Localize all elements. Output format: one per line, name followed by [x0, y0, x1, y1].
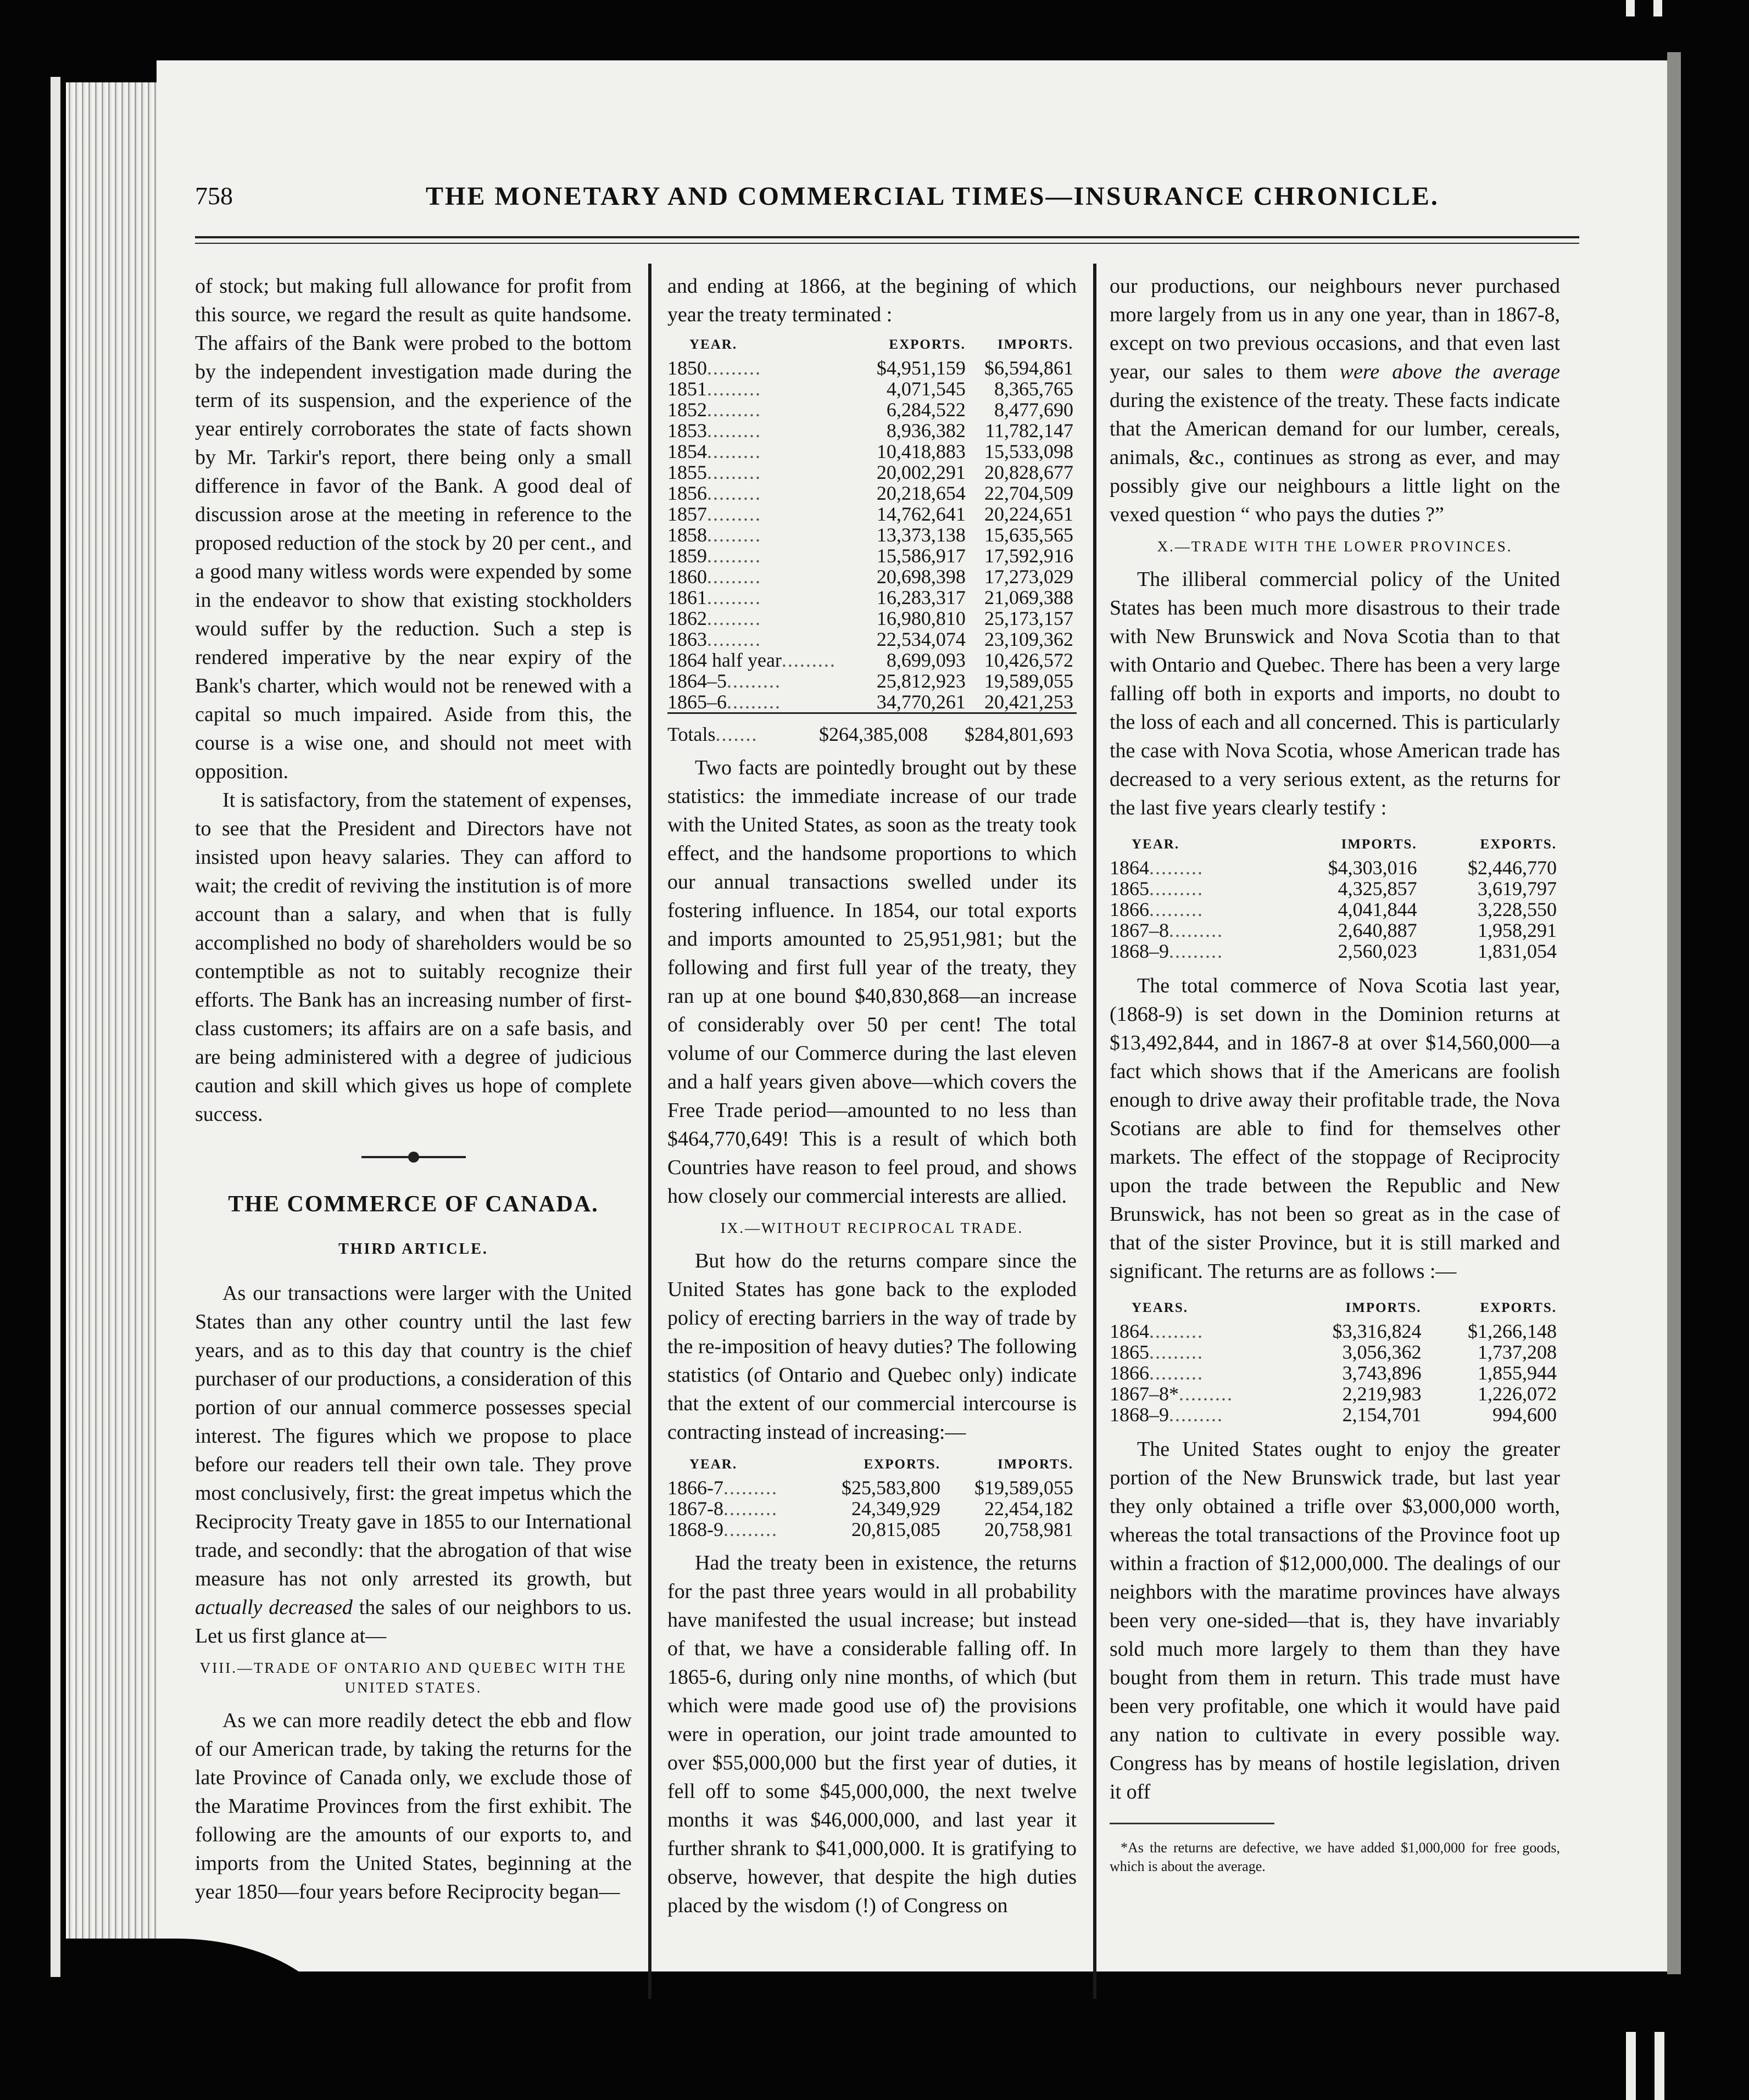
cell-year: 1852......... — [667, 399, 761, 421]
book-edge-left — [51, 77, 60, 1977]
table-row — [667, 566, 1077, 587]
table-row — [667, 462, 1077, 483]
cell-value-2: 1,855,944 — [1478, 1362, 1557, 1384]
cell-value-1: 25,812,923 — [876, 670, 966, 692]
cell-year: 1868–9......... — [1110, 940, 1223, 962]
cell-year: 1862......... — [667, 607, 761, 629]
cell-year: 1853......... — [667, 420, 761, 442]
cell-value-1: 14,762,641 — [876, 503, 966, 525]
cell-year: 1867–8*......... — [1110, 1383, 1233, 1405]
cell-value-2: 19,589,055 — [984, 670, 1073, 692]
cell-value-1: 4,071,545 — [886, 378, 966, 400]
scan-edge-mark — [1655, 2032, 1664, 2100]
cell-year: 1867-8......... — [667, 1498, 778, 1520]
us-trade-table-1850-1866 — [667, 334, 1077, 712]
cell-value-1: $4,951,159 — [876, 357, 966, 379]
cell-value-1: 2,154,701 — [1342, 1404, 1422, 1426]
cell-value-1: 15,586,917 — [876, 545, 966, 567]
cell-value-1: $4,303,016 — [1328, 857, 1417, 879]
footnote: *As the returns are defective, we have added $1,000,000 for free goods, which is about the average. — [1110, 1840, 1560, 1874]
article-title: THE COMMERCE OF CANADA. — [228, 1192, 599, 1217]
paragraph: The total commerce of Nova Scotia last year, (1868-9) is set down in the Dominion returns at $13,492,844, and in 1867-8 at over $14,560,000—a fact which shows that if the Americans are foolish enough to drive away their profitable trade, the Nova Scotians are able to find for themselves other markets. The effect of the stoppage of Reciprocity upon the trade between the Republic and New Brunswick, has not been so great as in the case of that of the sister Province, but it is still marked and significant. The returns are as follows :— — [1110, 974, 1560, 1283]
table-row — [1110, 878, 1560, 899]
header-rule — [195, 236, 1579, 238]
section-subheading: X.—TRADE WITH THE LOWER PROVINCES. — [1157, 538, 1513, 555]
cell-year: 1851......... — [667, 378, 761, 400]
table-row — [1110, 857, 1560, 878]
cell-value-1: 2,640,887 — [1338, 919, 1417, 941]
section-divider — [361, 1156, 466, 1158]
cell-year: 1863......... — [667, 628, 761, 650]
table-row — [667, 608, 1077, 629]
header-rule-double — [195, 243, 1579, 244]
table-row — [667, 587, 1077, 608]
cell-value-1: 3,056,362 — [1342, 1341, 1422, 1363]
table-row — [667, 1477, 1077, 1498]
article-subtitle: THIRD ARTICLE. — [338, 1241, 488, 1258]
cell-value-2: 3,228,550 — [1478, 898, 1557, 920]
paragraph: The illiberal commercial policy of the United States has been much more disastrous to their trade with New Brunswick and Nova Scotia than to that with Ontario and Quebec. There has been a very large falling off both in exports and imports, no doubt to the loss of each and all concerned. This is particularly the case with Nova Scotia, whose American trade has decreased to a very serious extent, as the returns for the last five years clearly testify : — [1110, 568, 1560, 819]
col-header-imports: IMPORTS. — [997, 337, 1073, 352]
table-row — [1110, 1404, 1560, 1425]
scan-edge-mark — [1626, 0, 1635, 16]
table-row — [1110, 941, 1560, 962]
col-header-exports: EXPORTS. — [1480, 837, 1557, 852]
cell-value-1: 4,325,857 — [1338, 878, 1417, 900]
cell-value-1: 4,041,844 — [1338, 898, 1417, 920]
section-subheading: VIII.—TRADE OF ONTARIO AND QUEBEC WITH THE UNITED STATES. — [199, 1660, 627, 1696]
cell-value-1: 22,534,074 — [876, 628, 966, 650]
table-row — [667, 691, 1077, 712]
col-header-exports: EXPORTS. — [864, 1457, 940, 1472]
footnote-rule — [1110, 1823, 1274, 1824]
cell-value-1: 6,284,522 — [886, 399, 966, 421]
table-row — [1110, 1362, 1560, 1383]
cell-value-1: 8,699,093 — [886, 649, 966, 671]
table-row — [1110, 920, 1560, 941]
cell-year: 1865–6......... — [667, 691, 781, 713]
cell-value-1: $25,583,800 — [841, 1477, 940, 1499]
totals-imports: $284,801,693 — [931, 713, 1077, 745]
us-trade-totals — [667, 712, 1077, 745]
column-rule-2 — [1093, 264, 1096, 1999]
cell-value-1: 8,936,382 — [886, 420, 966, 442]
cell-value-1: 20,002,291 — [876, 461, 966, 483]
column-3 — [1110, 272, 1560, 1876]
table-row — [1110, 1321, 1560, 1342]
paragraph: But how do the returns compare since the United States has gone back to the exploded policy of erecting barriers in the way of trade by the re-imposition of heavy duties? The following statistics (of Ontario and Quebec only) indicate that the extent of our commercial intercourse is contracting instead of increasing:— — [667, 1249, 1077, 1444]
book-fore-edge — [66, 82, 157, 1966]
cell-year: 1856......... — [667, 482, 761, 504]
table-row — [667, 399, 1077, 420]
cell-year: 1865......... — [1110, 878, 1204, 900]
col-header-exports: EXPORTS. — [889, 337, 966, 352]
nova-scotia-trade-table — [1110, 834, 1560, 962]
cell-year: 1864......... — [1110, 857, 1204, 879]
cell-year: 1864......... — [1110, 1320, 1204, 1342]
page-number: 758 — [195, 182, 233, 210]
table-row — [1110, 899, 1560, 920]
column-rule-1 — [648, 264, 651, 1999]
cell-value-2: 15,635,565 — [984, 524, 1073, 546]
cell-value-2: 20,224,651 — [984, 503, 1073, 525]
cell-value-1: 16,283,317 — [876, 587, 966, 608]
table-row — [667, 420, 1077, 441]
cell-value-2: 1,958,291 — [1478, 919, 1557, 941]
totals-exports: $264,385,008 — [786, 713, 931, 745]
cell-year: 1866......... — [1110, 898, 1204, 920]
cell-year: 1857......... — [667, 503, 761, 525]
scan-edge-mark — [1653, 0, 1662, 16]
table-row — [1110, 1342, 1560, 1362]
paragraph: It is satisfactory, from the statement of expenses, to see that the President and Directors have not insisted upon heavy salaries. They can afford to wait; the credit of reviving the institution is of more account than a salary, and when that is fully accomplished no body of shareholders would be so contemptible as not to suitably recognize their efforts. The Bank has an increasing number of first-class customers; its affairs are on a safe basis, and are being administered with a degree of judicious caution and skill which gives us hope of complete success. — [195, 789, 632, 1126]
cell-value-2: 1,831,054 — [1478, 940, 1557, 962]
cell-value-1: 20,815,085 — [851, 1518, 940, 1540]
cell-value-2: 20,421,253 — [984, 691, 1073, 713]
table-row — [667, 1498, 1077, 1519]
cell-year: 1866-7......... — [667, 1477, 778, 1499]
cell-year: 1866......... — [1110, 1362, 1204, 1384]
new-brunswick-trade-table — [1110, 1298, 1560, 1425]
paragraph: Had the treaty been in existence, the returns for the past three years would in all probability have manifested the usual increase; but instead of that, we have a considerable falling off. In 1865-6, during only nine months, of which (but which were made good use of) the provisions were in operation, our joint trade amounted to over $55,000,000 but the first year of duties, it fell off to some $45,000,000, the next twelve months it was $46,000,000, and last year it further shrank to $41,000,000. It is gratifying to observe, however, that despite the high duties placed by the wisdom (!) of Congress on — [667, 1551, 1077, 1917]
cell-value-2: $6,594,861 — [984, 357, 1073, 379]
table-row — [667, 545, 1077, 566]
cell-value-1: 24,349,929 — [851, 1498, 940, 1520]
cell-value-1: 34,770,261 — [876, 691, 966, 713]
cell-value-1: 10,418,883 — [876, 440, 966, 462]
cell-value-2: 22,704,509 — [984, 482, 1073, 504]
col-header-year: YEAR. — [1132, 837, 1180, 852]
cell-value-2: $19,589,055 — [974, 1477, 1073, 1499]
cell-value-2: 994,600 — [1492, 1404, 1557, 1426]
cell-value-2: 15,533,098 — [984, 440, 1073, 462]
table-row — [667, 358, 1077, 378]
cell-value-2: 3,619,797 — [1478, 878, 1557, 900]
emphasis-text: actually decreased — [195, 1596, 353, 1619]
cell-year: 1850......... — [667, 357, 761, 379]
table-row — [667, 378, 1077, 399]
table-row — [667, 671, 1077, 691]
cell-value-2: $2,446,770 — [1468, 857, 1557, 879]
paragraph: As our transactions were larger with the United States than any other country until the last few years, and as to this day that country is the chief purchaser of our productions, a consideration of this portion of our annual commerce possesses special interest. The figures which we propose to place before our readers tell their own tale. They prove most conclusively, first: the great impetus which the Reciprocity Treaty gave in 1855 to our International trade, and secondly: that the abrogation of that wise measure has not only arrested its growth, but actually decreased the sales of our neighbors to us. Let us first glance at— — [195, 1282, 632, 1647]
cell-year: 1859......... — [667, 545, 761, 567]
cell-year: 1860......... — [667, 566, 761, 588]
col-header-imports: IMPORTS. — [1341, 837, 1417, 852]
cell-value-2: 23,109,362 — [984, 628, 1073, 650]
table-row — [667, 1519, 1077, 1540]
cell-year: 1864 half year......... — [667, 649, 836, 671]
us-trade-table-1866-1869 — [667, 1454, 1077, 1540]
cell-year: 1858......... — [667, 524, 761, 546]
col-header-year: YEAR. — [689, 1457, 738, 1472]
page-header — [195, 176, 1579, 220]
cell-value-2: 11,782,147 — [985, 420, 1073, 442]
table-row — [1110, 1383, 1560, 1404]
totals-label: Totals....... — [667, 713, 786, 745]
cell-value-1: 13,373,138 — [876, 524, 966, 546]
cell-value-2: 25,173,157 — [984, 607, 1073, 629]
table-row — [667, 650, 1077, 671]
cell-value-2: 17,592,916 — [984, 545, 1073, 567]
cell-value-1: 20,218,654 — [876, 482, 966, 504]
table-row — [667, 504, 1077, 524]
col-header-year: YEARS. — [1132, 1300, 1188, 1315]
paragraph: As we can more readily detect the ebb and flow of our American trade, by taking the returns for the late Province of Canada only, we exclude those of the Maratime Provinces from the first exhibit. The following are the amounts of our exports to, and imports from the United States, beginning at the year 1850—four years before Reciprocity began— — [195, 1709, 632, 1903]
col-header-imports: IMPORTS. — [1345, 1300, 1422, 1315]
cell-value-2: 10,426,572 — [984, 649, 1073, 671]
cell-value-2: 22,454,182 — [984, 1498, 1073, 1520]
page-shadow — [1667, 52, 1681, 1974]
table-row — [667, 629, 1077, 650]
newspaper-page — [157, 60, 1667, 1971]
column-1 — [195, 272, 632, 1906]
cell-year: 1868–9......... — [1110, 1404, 1223, 1426]
cell-value-1: 2,219,983 — [1342, 1383, 1422, 1405]
cell-value-2: 8,365,765 — [994, 378, 1073, 400]
cell-value-2: 17,273,029 — [984, 566, 1073, 588]
scan-edge-mark — [1626, 2032, 1636, 2100]
paragraph: our productions, our neighbours never purchased more largely from us in any one year, than in 1867-8, except on two previous occasions, and that even last year, our sales to them were above the average during the existence of the treaty. These facts indicate that the American demand for our lumber, cereals, animals, &c., continues as strong as ever, and may possibly give our neighbours a little light on the vexed question “ who pays the duties ?” — [1110, 275, 1560, 526]
paragraph: Two facts are pointedly brought out by these statistics: the immediate increase of our trade with the United States, as soon as the treaty took effect, and the handsome proportions to which our annual transactions swelled under its fostering influence. In 1854, our total exports and imports amounted to 25,951,981; but the following and first full year of the treaty, they ran up at one bound $40,830,868—an increase of considerably over 50 per cent! The total volume of our Commerce during the last eleven and a half years given above—which covers the Free Trade period—amounted to no less than $464,770,649! This is a result of which both Countries have reason to feel proud, and shows how closely our commercial interests are allied. — [667, 756, 1077, 1208]
table-row — [667, 483, 1077, 504]
cell-value-2: 8,477,690 — [994, 399, 1073, 421]
col-header-year: YEAR. — [689, 337, 738, 352]
cell-year: 1854......... — [667, 440, 761, 462]
cell-year: 1855......... — [667, 461, 761, 483]
cell-year: 1865......... — [1110, 1341, 1204, 1363]
masthead-title: THE MONETARY AND COMMERCIAL TIMES—INSURANCE CHRONICLE. — [426, 182, 1439, 211]
cell-value-2: 20,758,981 — [984, 1518, 1073, 1540]
table-row — [667, 441, 1077, 462]
cell-year: 1861......... — [667, 587, 761, 608]
cell-value-1: 16,980,810 — [876, 607, 966, 629]
cell-value-1: 20,698,398 — [876, 566, 966, 588]
paragraph: The United States ought to enjoy the greater portion of the New Brunswick trade, but last year they only obtained a trifle over $3,000,000 worth, whereas the total transactions of the Province foot up within a fraction of $12,000,000. The dealings of our neighbors with the maratime provinces have always been very one-sided—that is, they have invariably sold much more largely to them than they have bought from them in return. This trade must have been very profitable, one which it would have paid any nation to cultivate in every possible way. Congress has by means of hostile legislation, driven it off — [1110, 1438, 1560, 1803]
cell-value-1: $3,316,824 — [1332, 1320, 1422, 1342]
cell-value-2: $1,266,148 — [1468, 1320, 1557, 1342]
emphasis-text: were above the average — [1339, 360, 1560, 383]
cell-year: 1864–5......... — [667, 670, 781, 692]
cell-year: 1867–8......... — [1110, 919, 1223, 941]
section-subheading: IX.—WITHOUT RECIPROCAL TRADE. — [720, 1220, 1024, 1236]
column-2 — [667, 272, 1077, 1920]
cell-value-1: 3,743,896 — [1342, 1362, 1422, 1384]
col-header-exports: EXPORTS. — [1480, 1300, 1557, 1315]
cell-value-2: 1,226,072 — [1478, 1383, 1557, 1405]
cell-value-2: 1,737,208 — [1478, 1341, 1557, 1363]
col-header-imports: IMPORTS. — [997, 1457, 1073, 1472]
cell-value-2: 21,069,388 — [984, 587, 1073, 608]
paragraph: of stock; but making full allowance for profit from this source, we regard the result as quite handsome. The affairs of the Bank were probed to the bottom by the independent investigation made during the term of its suspension, and the experience of the year entirely corroborates the state of facts shown by Mr. Tarkir's report, there being only a small difference in favor of the Bank. A good deal of discussion arose at the meeting in reference to the proposed reduction of the stock by 20 per cent., and a good many witless words were expended by some in the endeavor to show that existing stockholders would suffer by the reduction. Such a step is rendered imperative by the near expiry of the Bank's charter, which would not be renewed with a capital so much impaired. Aside from this, the course is a wise one, and should not meet with opposition. — [195, 275, 632, 783]
table-row — [667, 524, 1077, 545]
paragraph: and ending at 1866, at the begining of which year the treaty terminated : — [667, 275, 1077, 326]
cell-value-2: 20,828,677 — [984, 461, 1073, 483]
cell-value-1: 2,560,023 — [1338, 940, 1417, 962]
cell-year: 1868-9......... — [667, 1518, 778, 1540]
